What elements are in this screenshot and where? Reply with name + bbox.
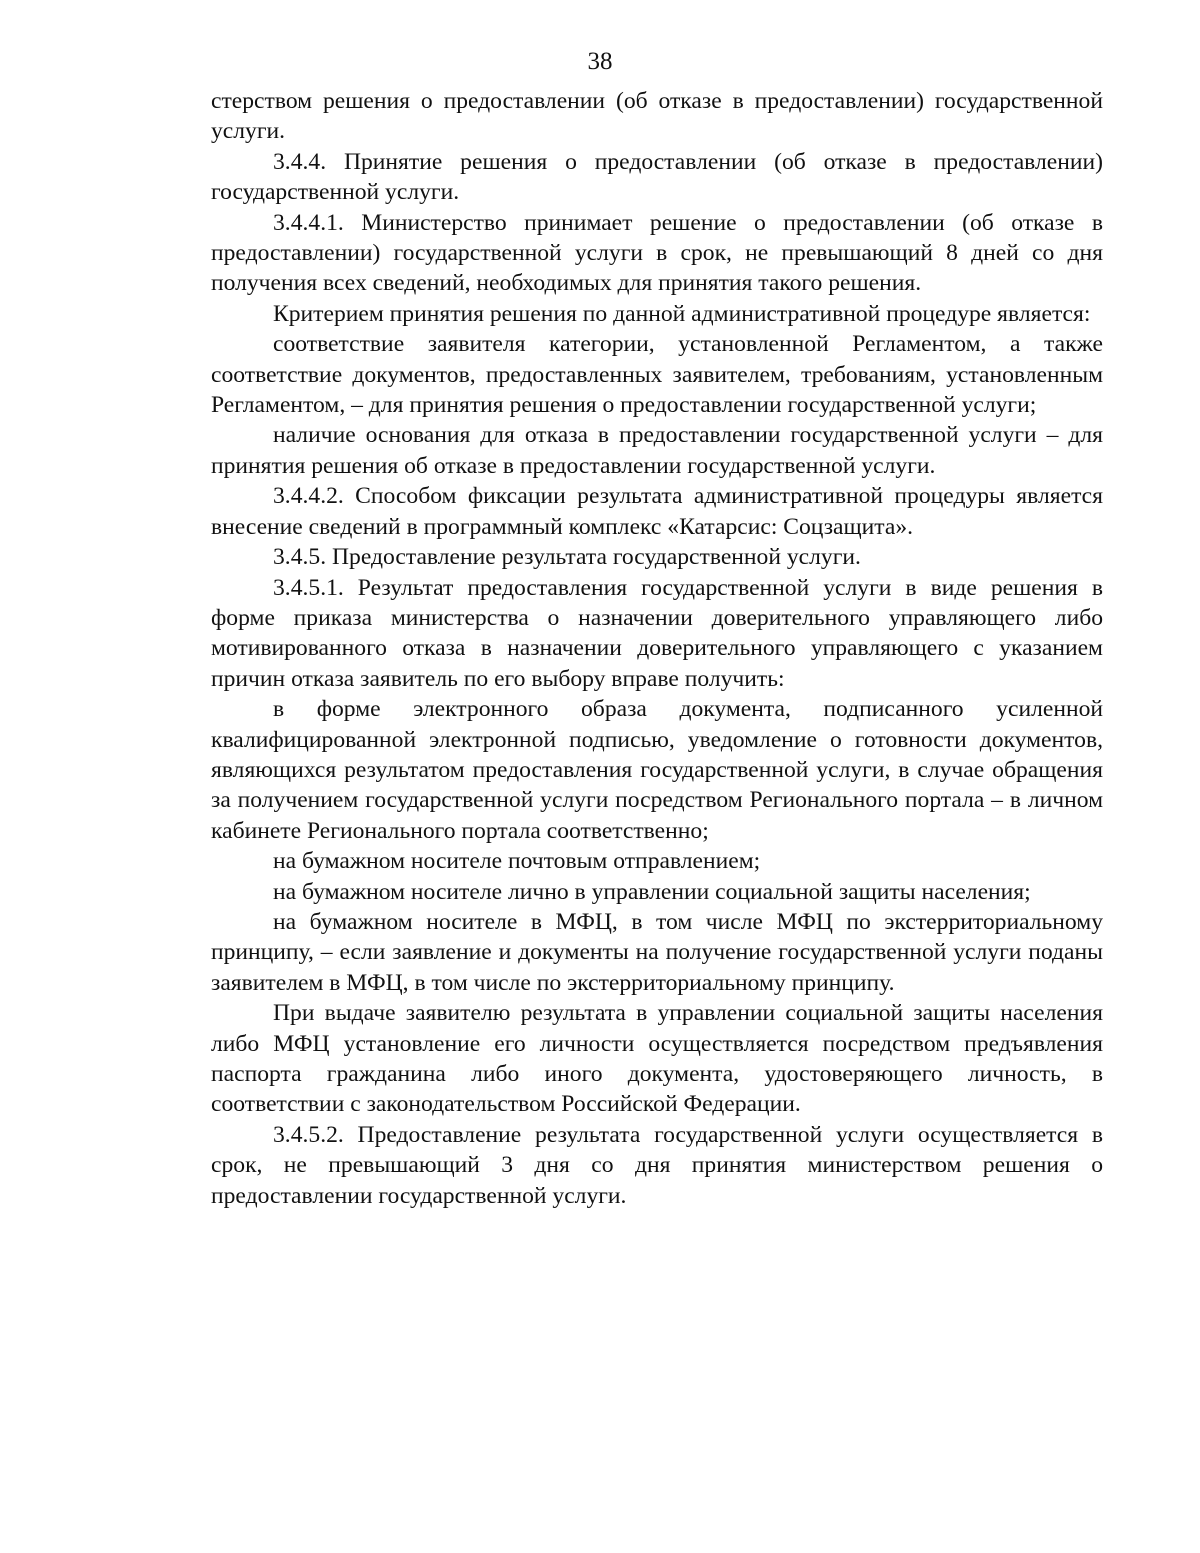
paragraph-in-person: на бумажном носителе лично в управлении социальной защиты населения;: [273, 878, 1031, 905]
paragraph-3-4-4-2: 3.4.4.2. Способом фиксации результата административной процедуры является внесение сведений в программный комплекс «Катарсис: Соцзащита».: [211, 483, 1103, 540]
paragraph-identity: При выдаче заявителю результата в управлении социальной защиты населения либо МФЦ установление его личности осуществляется посредством предъявления паспорта гражданина либо иного документа, удостоверяющего личность, в соответствии с законодательством Российской Федерации.: [211, 1000, 1103, 1118]
paragraph-3-4-5-1: 3.4.5.1. Результат предоставления государственной услуги в виде решения в форме приказа министерства о назначении доверительного управляющего либо мотивированного отказа в назначении доверительного управляющего с указанием причин отказа заявитель по его выбору вправе получить:: [211, 574, 1103, 692]
paragraph-criterion-grant: соответствие заявителя категории, установленной Регламентом, а также соответствие документов, предоставленных заявителем, требованиям, установленным Регламентом, – для принятия решения о предоставлении государственной услуги;: [211, 331, 1103, 419]
paragraph-mfc: на бумажном носителе в МФЦ, в том числе МФЦ по экстерриториальному принципу, – если заявление и документы на получение государственной услуги поданы заявителем в МФЦ, в том числе по экстерриториальному принципу.: [211, 908, 1103, 996]
paragraph-3-4-5: 3.4.5. Предоставление результата государственной услуги.: [273, 544, 861, 571]
paragraph-continuation: стерством решения о предоставлении (об отказе в предоставлении) государственной услуги.: [211, 88, 1103, 145]
paragraph-electronic-form: в форме электронного образа документа, подписанного усиленной квалифицированной электронной подписью, уведомление о готовности документов, являющихся результатом предоставления государственной услуги, в случае обращения за получением государственной услуги посредством Регионального портала – в личном кабинете Регионального портала соответственно;: [211, 696, 1103, 844]
paragraph-3-4-5-2: 3.4.5.2. Предоставление результата государственной услуги осуществляется в срок, не превышающий 3 дня со дня принятия министерством решения о предоставлении государственной услуги.: [211, 1121, 1103, 1209]
paragraph-3-4-4: 3.4.4. Принятие решения о предоставлении (об отказе в предоставлении) государственной услуги.: [211, 148, 1103, 206]
paragraph-criterion-refusal: наличие основания для отказа в предоставлении государственной услуги – для принятия решения об отказе в предоставлении государственной услуги.: [211, 422, 1103, 479]
document-body: [211, 86, 1103, 1211]
paragraph-postal: на бумажном носителе почтовым отправлением;: [273, 848, 761, 875]
paragraph-criterion: Критерием принятия решения по данной административной процедуре является:: [273, 300, 1091, 327]
page-number: 38: [587, 48, 613, 75]
paragraph-3-4-4-1: 3.4.4.1. Министерство принимает решение о предоставлении (об отказе в предоставлении) государственной услуги в срок, не превышающий 8 дней со дня получения всех сведений, необходимых для принятия такого решения.: [211, 209, 1103, 297]
